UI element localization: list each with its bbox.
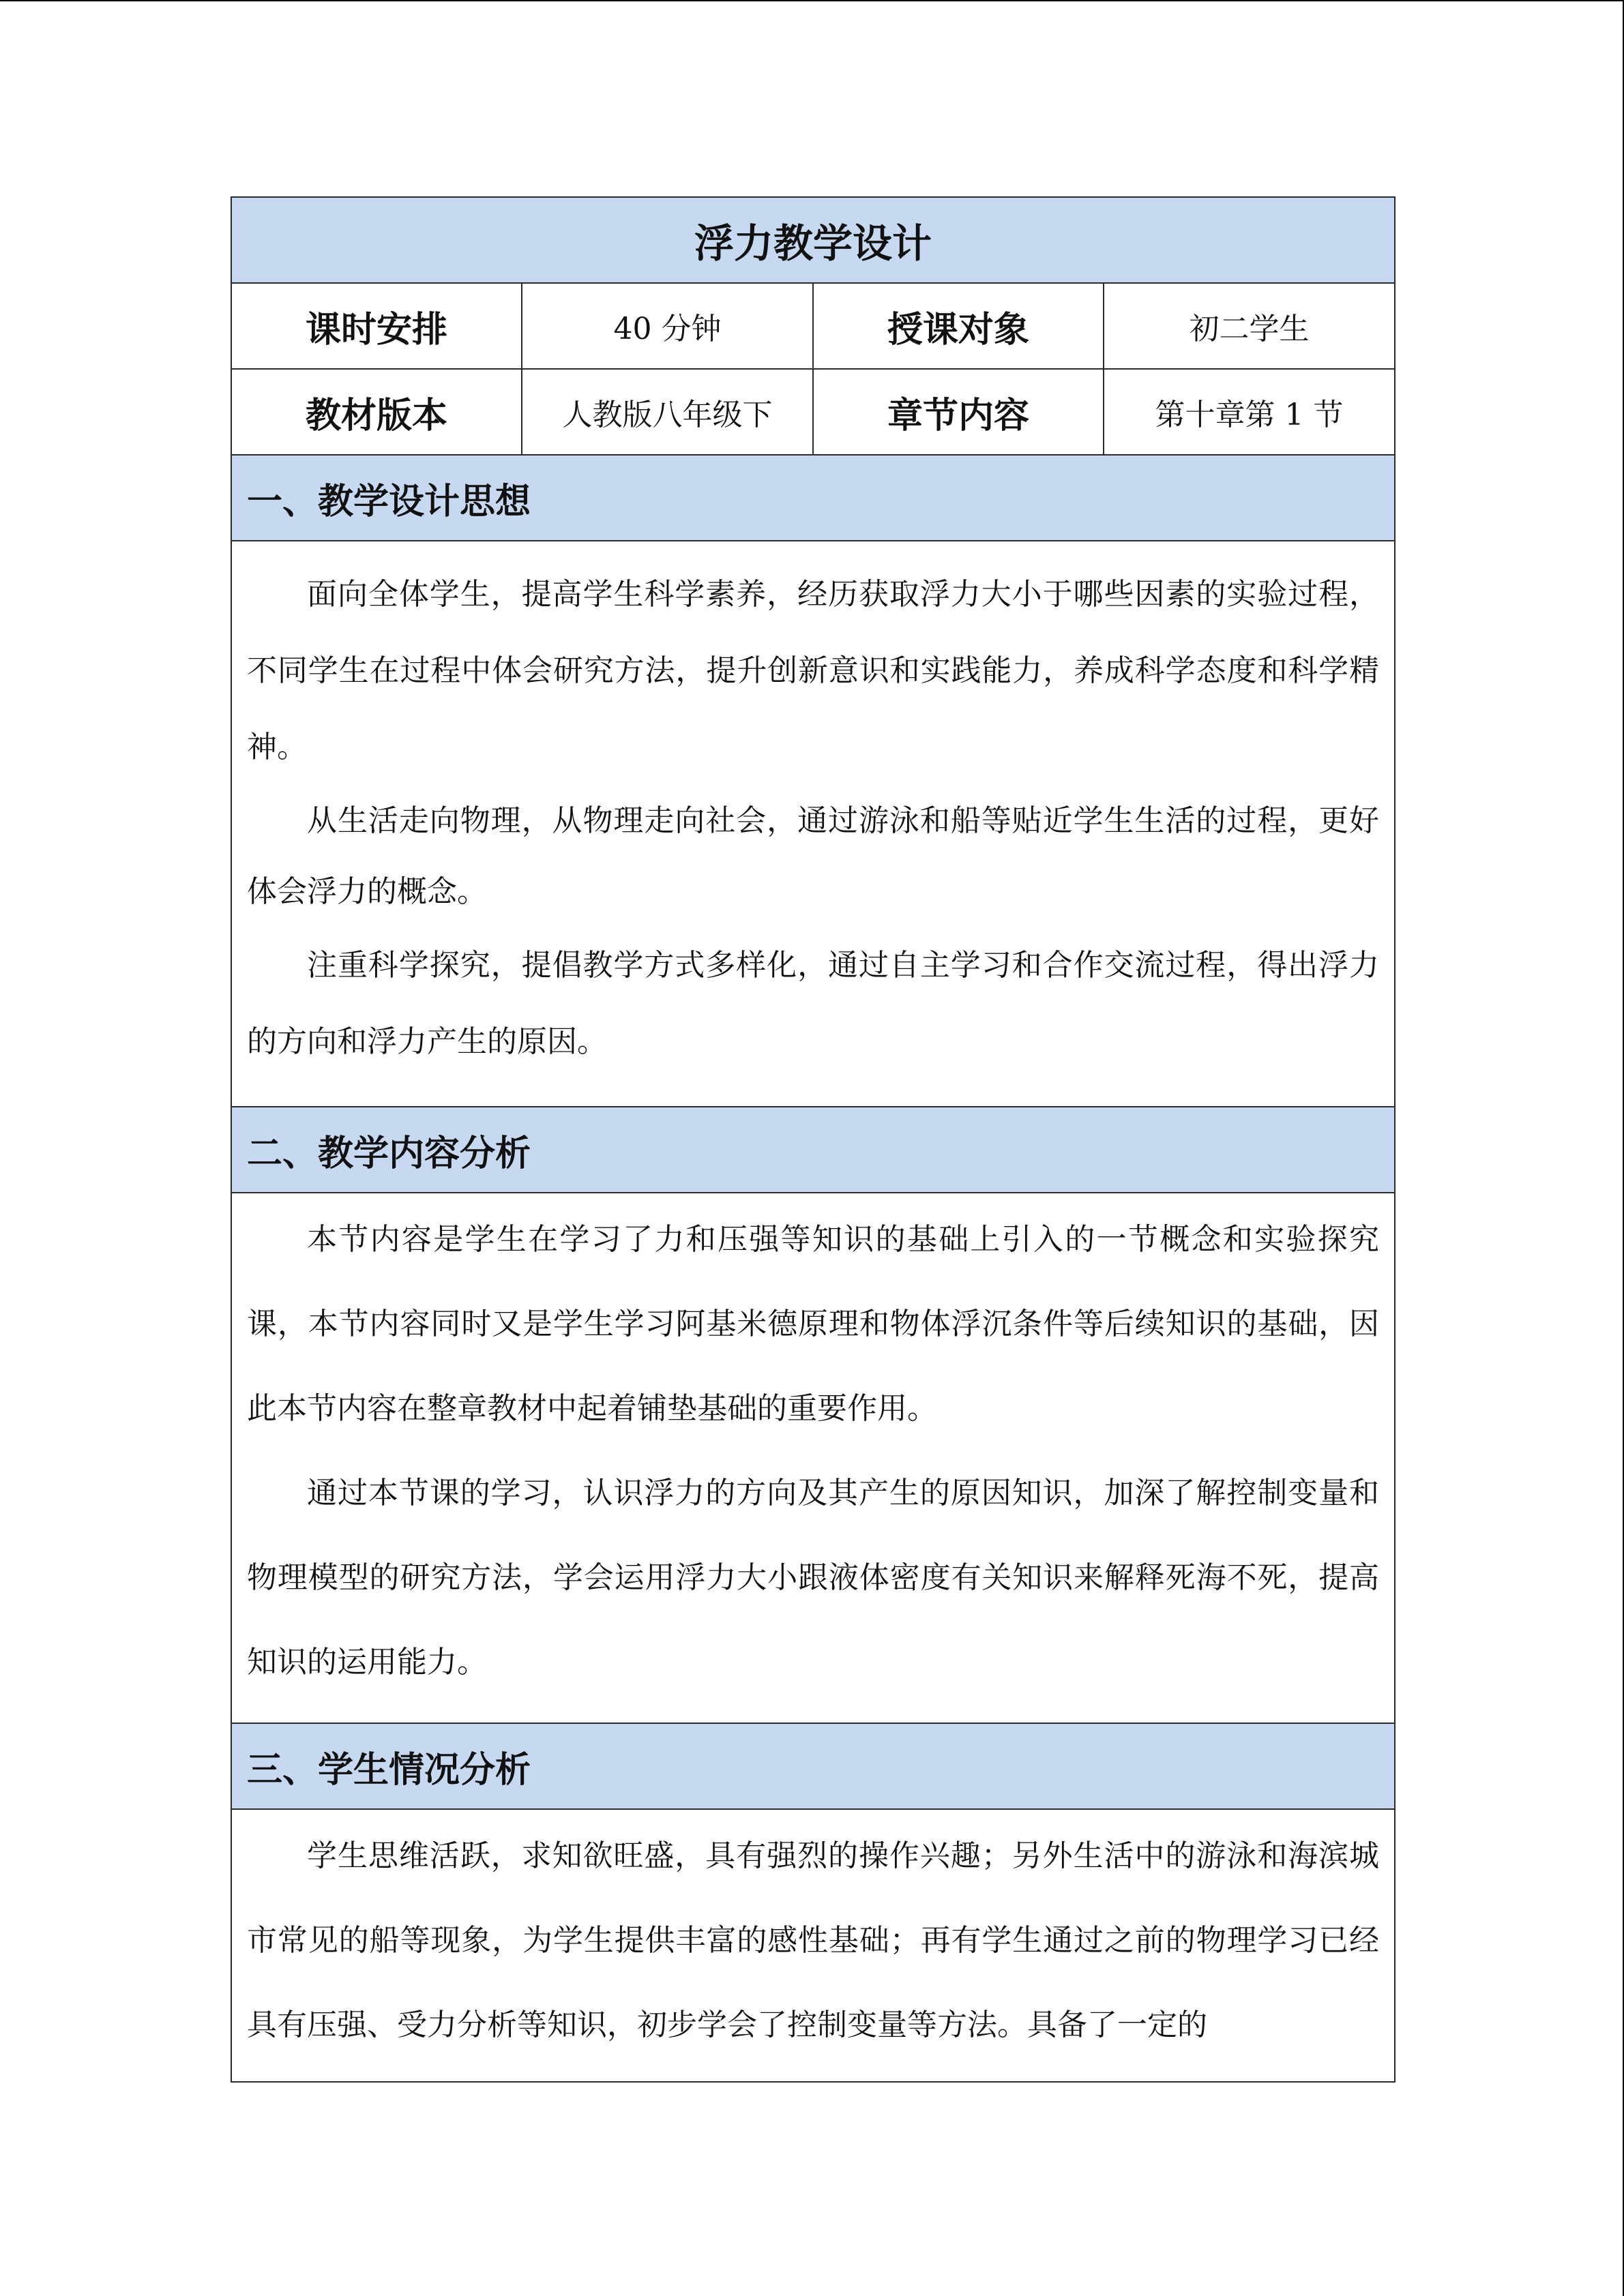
paragraph: 本节内容是学生在学习了力和压强等知识的基础上引入的一节概念和实验探究课，本节内容同时又是学生学习阿基米德原理和物体浮沉条件等后续知识的基础，因此本节内容在整章教材中起着铺垫基础的重要作用。 — [247, 1222, 1380, 1426]
label-audience: 授课对象 — [813, 283, 1104, 369]
lesson-plan-table — [231, 196, 1396, 2083]
paragraph: 注重科学探究，提倡教学方式多样化，通过自主学习和合作交流过程，得出浮力的方向和浮力产生的原因。 — [247, 948, 1380, 1059]
value-chapter: 第十章第 1 节 — [1104, 369, 1395, 455]
section-heading-student-analysis: 三、学生情况分析 — [231, 1723, 1395, 1809]
label-class-time: 课时安排 — [231, 283, 522, 369]
info-row-2 — [231, 369, 1395, 455]
paragraph: 学生思维活跃，求知欲旺盛，具有强烈的操作兴趣；另外生活中的游泳和海滨城市常见的船等现象，为学生提供丰富的感性基础；再有学生通过之前的物理学习已经具有压强、受力分析等知识，初步学会了控制变量等方法。具备了一定的 — [247, 1838, 1380, 2042]
document-title: 浮力教学设计 — [231, 197, 1395, 283]
section-heading-content-analysis: 二、教学内容分析 — [231, 1107, 1395, 1193]
label-textbook-edition: 教材版本 — [231, 369, 522, 455]
info-row-1 — [231, 283, 1395, 369]
value-audience: 初二学生 — [1104, 283, 1395, 369]
section-heading-design-idea: 一、教学设计思想 — [231, 455, 1395, 541]
paragraph: 通过本节课的学习，认识浮力的方向及其产生的原因知识，加深了解控制变量和物理模型的研究方法，学会运用浮力大小跟液体密度有关知识来解释死海不死，提高知识的运用能力。 — [247, 1476, 1380, 1680]
paragraph: 从生活走向物理，从物理走向社会，通过游泳和船等贴近学生生活的过程，更好体会浮力的概念。 — [247, 803, 1380, 909]
section-body-student-analysis — [231, 1809, 1395, 2082]
label-chapter: 章节内容 — [813, 369, 1104, 455]
value-class-time: 40 分钟 — [522, 283, 813, 369]
paragraph: 面向全体学生，提高学生科学素养，经历获取浮力大小于哪些因素的实验过程，不同学生在过程中体会研究方法，提升创新意识和实践能力，养成科学态度和科学精神。 — [247, 577, 1380, 764]
section-body-content-analysis — [231, 1193, 1395, 1723]
section-body-design-idea — [231, 541, 1395, 1107]
value-textbook-edition: 人教版八年级下 — [522, 369, 813, 455]
